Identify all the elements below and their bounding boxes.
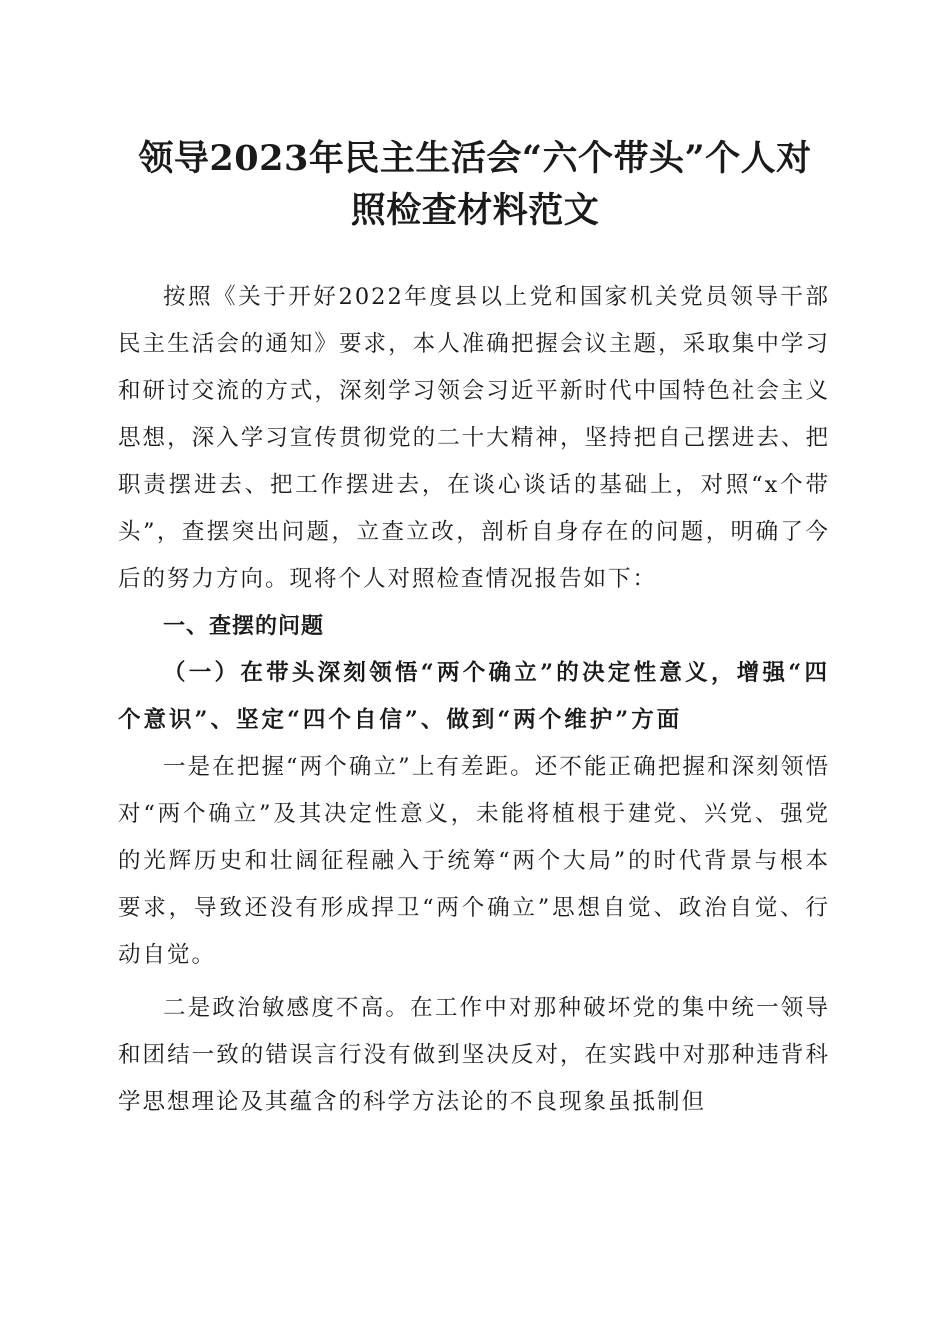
point-paragraph-1: 一是在把握“两个确立”上有差距。还不能正确把握和深刻领悟对“两个确立”及其决定性意义，未能将植根于建党、兴党、强党的光辉历史和壮阔征程融入于统筹“两个大局”的时代背景与根本要求，导致还没有形成捍卫“两个确立”思想自觉、政治自觉、行动自觉。: [118, 754, 830, 968]
document-title: [110, 133, 840, 237]
intro-paragraph: 按照《关于开好2022年度县以上党和国家机关党员领导干部民主生活会的通知》要求，本人准确把握会议主题，采取集中学习和研讨交流的方式，深刻学习领会习近平新时代中国特色社会主义思想，深入学习宣传贯彻党的二十大精神，坚持把自己摆进去、把职责摆进去、把工作摆进去，在谈心谈话的基础上，对照“x个带头”，查摆突出问题，立查立改，剖析自身存在的问题，明确了今后的努力方向。现将个人对照检查情况报告如下：: [118, 284, 830, 592]
title-line-1: 领导2023年民主生活会“六个带头”个人对: [138, 138, 812, 179]
document-body: [118, 274, 830, 1126]
point-paragraph-2: 二是政治敏感度不高。在工作中对那种破坏党的集中统一领导和团结一致的错误言行没有做到坚决反对，在实践中对那种违背科学思想理论及其蕴含的科学方法论的不良现象虽抵制但: [118, 995, 830, 1115]
section-heading: 一、查摆的问题: [163, 614, 325, 639]
title-line-2: 照检查材料范文: [350, 190, 600, 231]
subsection-heading: （一）在带头深刻领悟“两个确立”的决定性意义，增强“四个意识”、坚定“四个自信”、做到“两个维护”方面: [118, 660, 830, 733]
